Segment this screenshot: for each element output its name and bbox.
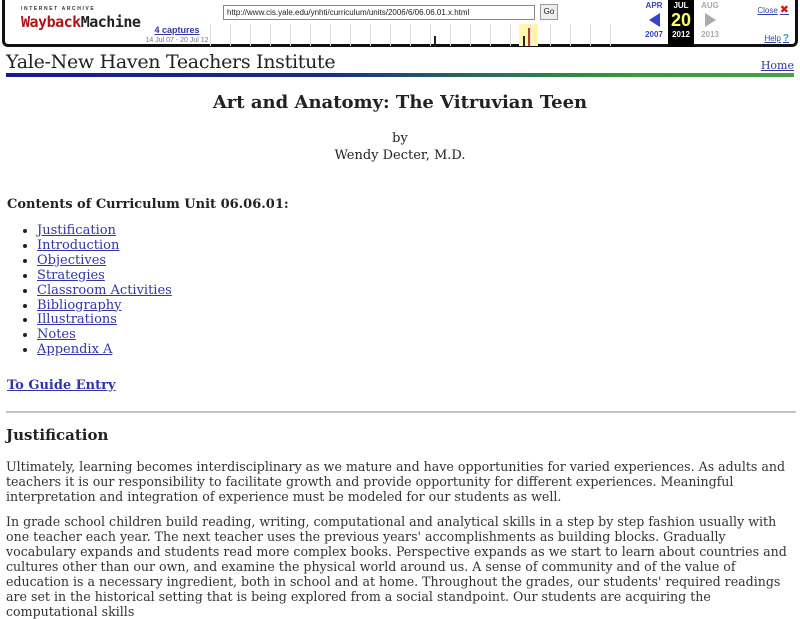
list-item	[37, 299, 172, 314]
prev-arrow-icon[interactable]	[649, 13, 660, 27]
contents-link-introduction[interactable]: Introduction	[37, 237, 120, 253]
contents-link-illustrations[interactable]: Illustrations	[37, 312, 117, 328]
close-icon[interactable]: ✖	[779, 4, 789, 16]
wayback-toolbar	[2, 0, 798, 47]
capture-timeline[interactable]	[210, 24, 630, 46]
captures-range: 14 Jul 07 - 20 Jul 12	[145, 37, 209, 44]
author-name: Wendy Decter, M.D.	[334, 148, 466, 163]
page-title: Art and Anatomy: The Vitruvian Teen	[212, 92, 588, 113]
list-item	[37, 328, 172, 343]
list-item	[37, 313, 172, 328]
contents-link-justification[interactable]: Justification	[37, 223, 116, 238]
go-button[interactable]: Go	[540, 4, 558, 20]
list-item	[37, 269, 172, 284]
contents-link-objectives[interactable]: Objectives	[37, 252, 107, 268]
close-button[interactable]: Close ✖	[757, 4, 789, 16]
home-link[interactable]: Home	[760, 59, 794, 72]
site-title: Yale-New Haven Teachers Institute	[6, 51, 336, 73]
contents-link-bibliography[interactable]: Bibliography	[37, 297, 122, 313]
list-item	[37, 254, 172, 269]
contents-link-appendix-a[interactable]: Appendix A	[37, 342, 113, 358]
captures-info	[145, 25, 209, 44]
contents-heading: Contents of Curriculum Unit 06.06.01:	[7, 197, 289, 212]
justification-heading: Justification	[6, 426, 109, 444]
justification-paragraph-2: In grade school children build reading, writing, computational and analytical skills in a step by step fashion usually with one teacher each year. The next teacher uses the previous years' accomplishments as building blocks. Gradually vocabulary expands and students read more complex books. Perspective expands as we start to learn about countries and cultures other than our own, and examine the physical world around us. A sense of community and of the value of education is a necessary ingredient, both in school and at home. Throughout the grades, our students' required readings are set in the historical setting that is being explored from a social standpoint. Our students are acquiring the computational skills	[6, 514, 787, 619]
current-capture: JUL 20 2012	[668, 0, 694, 47]
contents-link-classroom-activities[interactable]: Classroom Activities	[37, 282, 172, 298]
next-arrow-icon	[705, 13, 716, 27]
list-item	[37, 239, 172, 254]
list-item	[37, 343, 172, 358]
next-capture: AUG 2013	[701, 1, 719, 39]
contents-link-strategies[interactable]: Strategies	[37, 267, 105, 283]
logo-wordmark: WaybackMachine	[21, 13, 141, 31]
guide-entry-link[interactable]: To Guide Entry	[7, 378, 116, 393]
justification-paragraph-1: Ultimately, learning becomes interdisciplinary as we mature and have opportunities for varied experiences. As adults and teachers it is our responsibility to facilitate growth and provide opportunity for different experiences. Meaningful interpretation and integration of experience must be modeled for our students as well.	[6, 459, 786, 504]
byline-by: by	[392, 131, 408, 146]
list-item	[37, 284, 172, 299]
logo-top-text: INTERNET ARCHIVE	[21, 6, 96, 12]
help-button[interactable]: Help ?	[764, 33, 789, 44]
contents-link-notes[interactable]: Notes	[37, 327, 76, 343]
url-input[interactable]: http://www.cis.yale.edu/ynhti/curriculum/units/2006/6/06.06.01.x.html	[223, 5, 535, 20]
help-icon[interactable]: ?	[782, 33, 789, 44]
captures-link[interactable]: 4 captures	[154, 25, 200, 35]
site-header	[6, 51, 794, 73]
list-item	[37, 224, 172, 239]
wayback-logo[interactable]	[21, 6, 141, 38]
section-divider	[6, 411, 796, 413]
month-navigator	[641, 0, 751, 47]
contents-list	[7, 224, 172, 358]
header-divider	[6, 73, 794, 77]
unit-title-block	[0, 92, 800, 164]
prev-capture[interactable]: APR 2007	[645, 1, 663, 39]
